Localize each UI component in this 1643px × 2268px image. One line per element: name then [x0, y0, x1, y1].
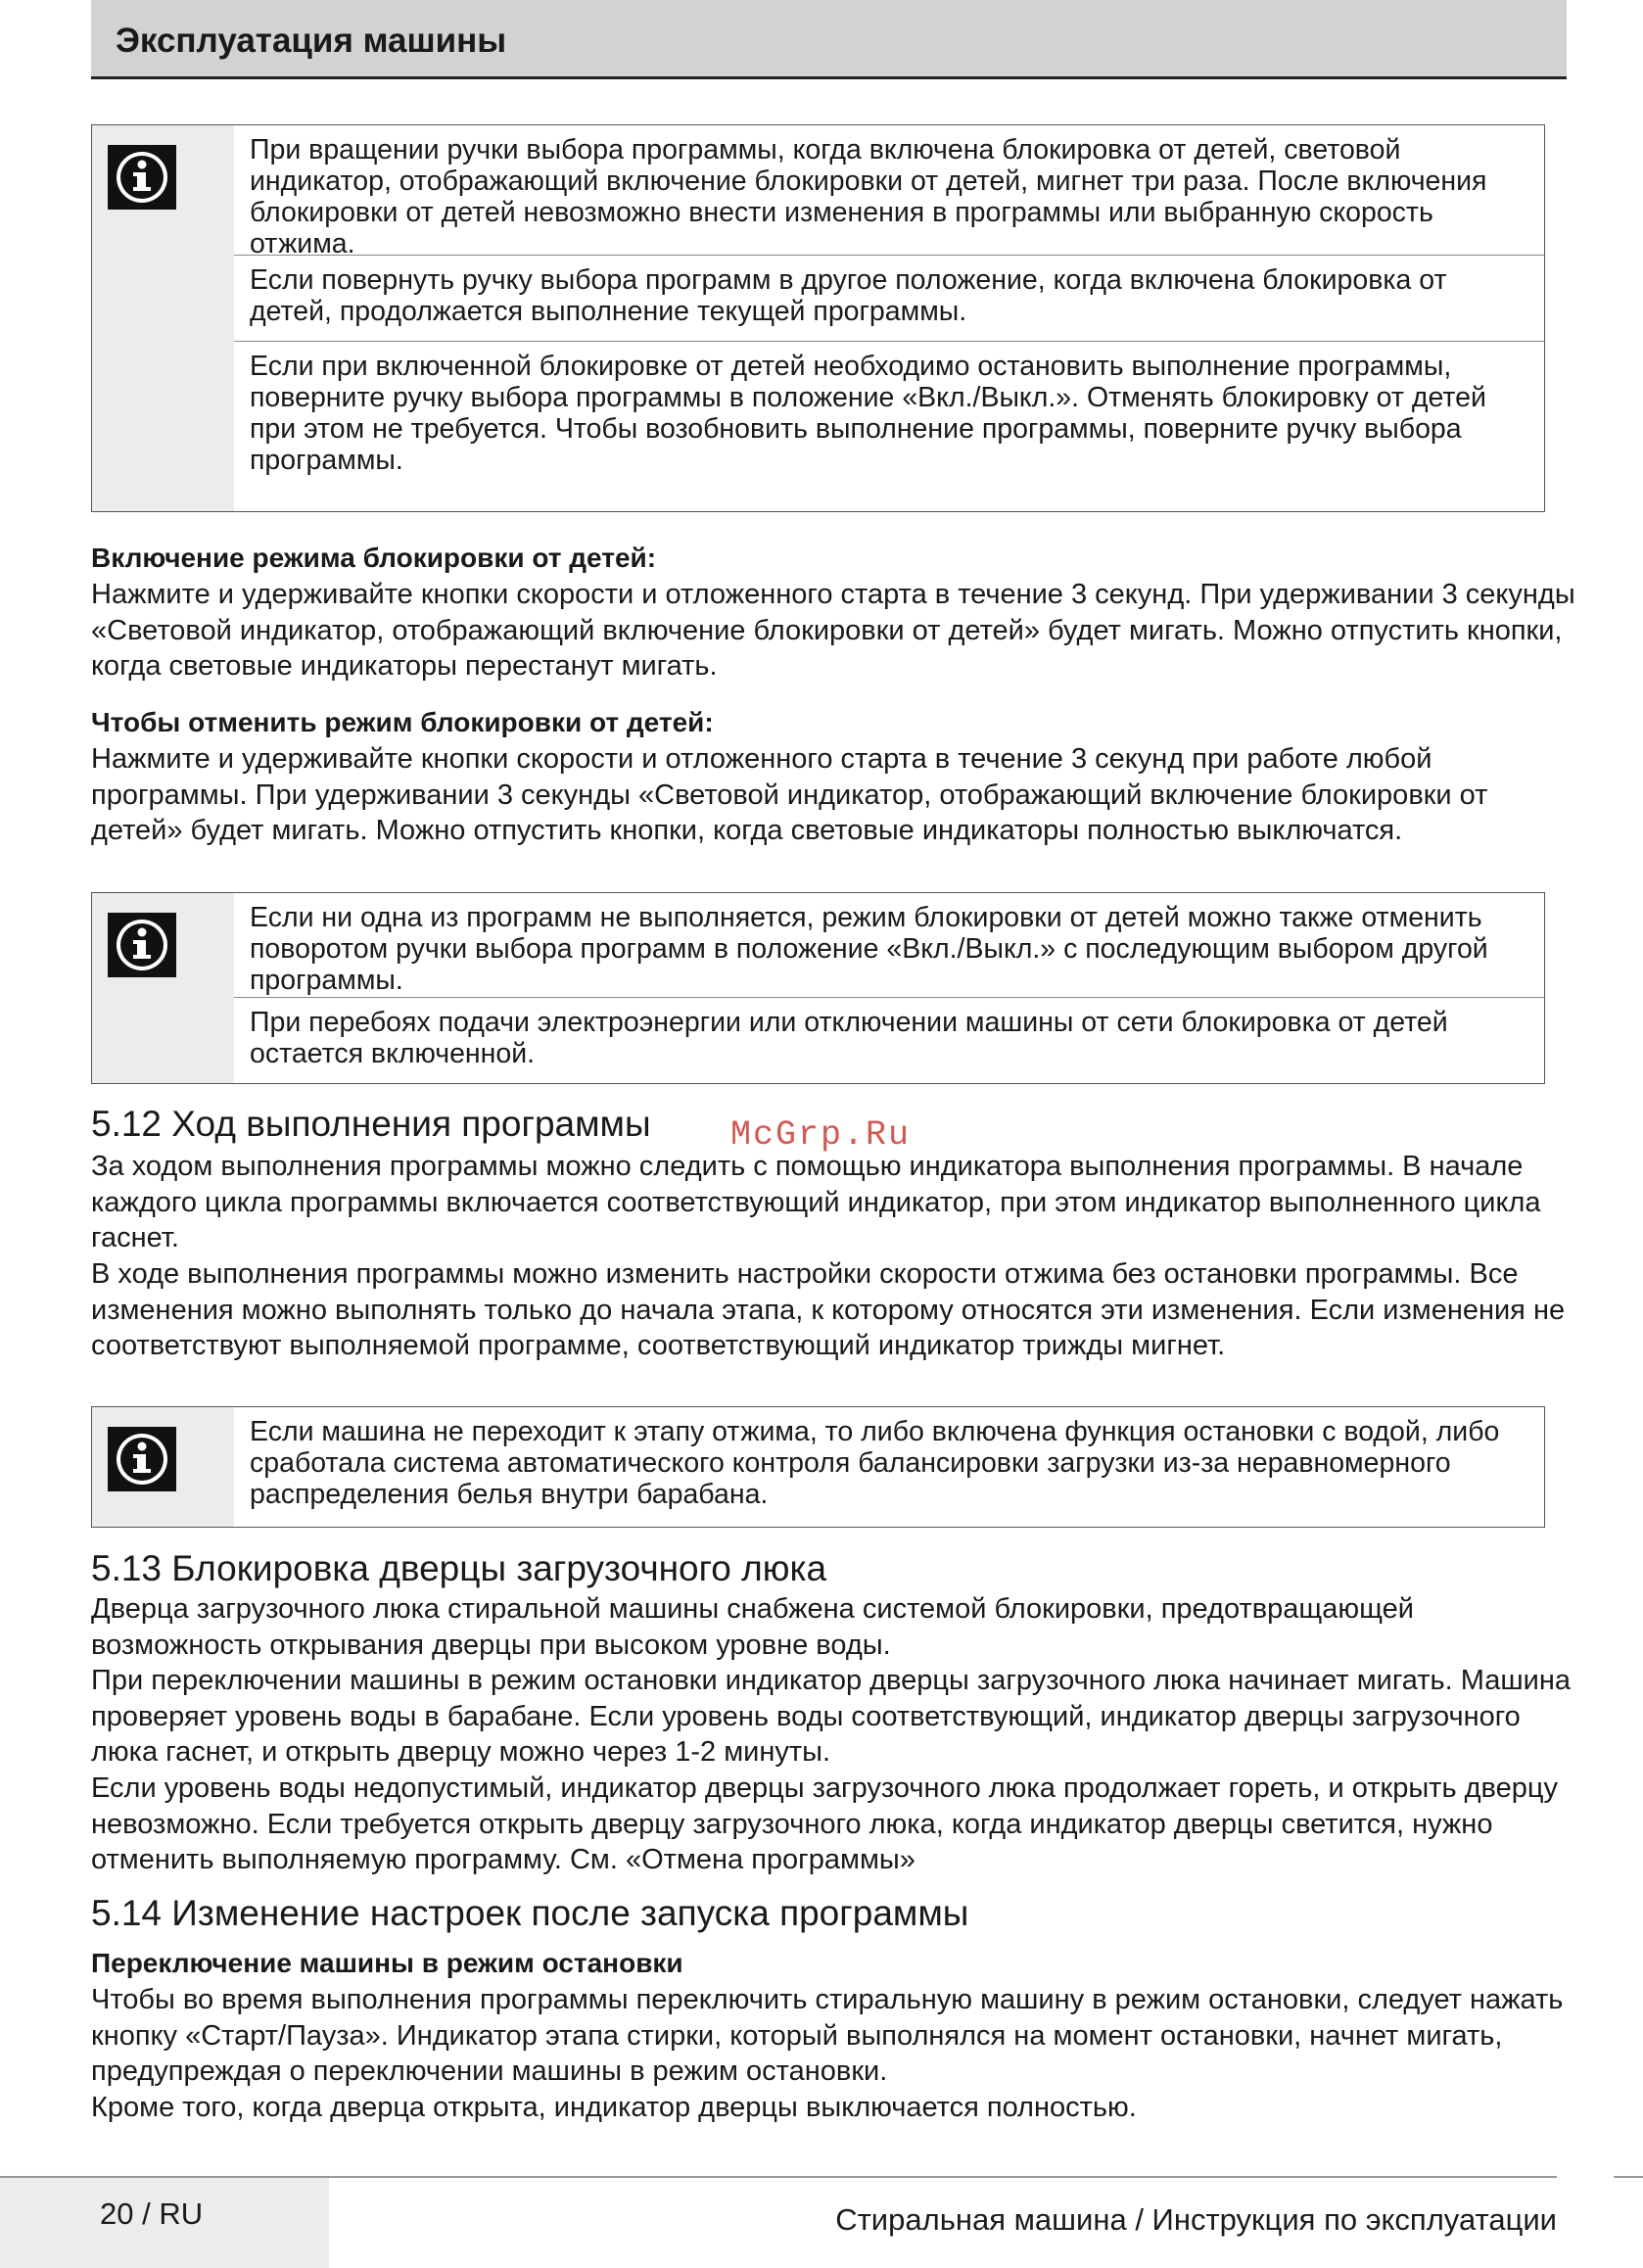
section-title: 5.13 Блокировка дверцы загрузочного люка: [91, 1548, 827, 1588]
info-note: [91, 892, 1545, 1084]
note-row: При вращении ручки выбора программы, когда включена блокировка от детей, световой индикатор, отображающий включение блокировки от детей, мигнет три раза. После включения блокировки от детей невозможно внести изменения в программы или выбранную скорость отжима.: [250, 134, 1487, 260]
note-rows: [234, 893, 1544, 1083]
document-title: Стиральная машина / Инструкция по эксплуатации: [835, 2202, 1557, 2237]
info-note: [91, 1406, 1545, 1528]
section-paragraph: В ходе выполнения программы можно изменить настройки скорости отжима без остановки программы. Все изменения можно выполнять только до начала этапа, к которому относятся эти изменения. Если изменения не соответствуют выполняемой программе, соответствующий индикатор трижды мигнет.: [91, 1258, 1566, 1361]
note-icon-column: [92, 1407, 234, 1527]
child-lock-off-text: Нажмите и удерживайте кнопки скорости и отложенного старта в течение 3 секунд при работе любой программы. При удерживании 3 секунды «Световой индикатор, отображающий включение блокировки от детей» будет мигать. Можно отпустить кнопки, когда световые индикаторы полностью выключатся.: [91, 743, 1488, 846]
section-paragraph: При переключении машины в режим остановки индикатор дверцы загрузочного люка начинает мигать. Машина проверяет уровень воды в барабане. Если уровень воды соответствующий, индикатор дверцы загрузочного люка гаснет, и открыть дверцу можно через 1-2 минуты.: [91, 1665, 1571, 1768]
footer-divider: [1614, 2176, 1643, 2178]
section-title: 5.12 Ход выполнения программы: [91, 1104, 651, 1144]
note-rows: [234, 1407, 1544, 1527]
info-note: [91, 124, 1545, 512]
note-icon-column: [92, 125, 234, 511]
page-header: [91, 0, 1567, 79]
child-lock-off-heading: Чтобы отменить режим блокировки от детей:: [91, 707, 714, 737]
note-row: Если при включенной блокировке от детей необходимо остановить выполнение программы, поверните ручку выбора программы в положение «Вкл./Выкл.». Отменять блокировку от детей при этом не требуется. Чтобы возобновить выполнение программы, поверните ручку выбора программы.: [234, 341, 1544, 486]
section-paragraph: Дверца загрузочного люка стиральной машины снабжена системой блокировки, предотвращающей возможность открывания дверцы при высоком уровне воды.: [91, 1593, 1414, 1661]
subheading: Переключение машины в режим остановки: [91, 1948, 683, 1978]
section-title: 5.14 Изменение настроек после запуска программы: [91, 1893, 969, 1933]
section-paragraph: Если уровень воды недопустимый, индикатор дверцы загрузочного люка продолжает гореть, и открыть дверцу невозможно. Если требуется открыть дверцу загрузочного люка, когда индикатор дверцы светится, нужно отменить выполняемую программу. См. «Отмена программы»: [91, 1772, 1559, 1875]
section-paragraph: Кроме того, когда дверца открыта, индикатор дверцы выключается полностью.: [91, 2092, 1137, 2123]
header-title: Эксплуатация машины: [116, 22, 507, 60]
note-row: Если повернуть ручку выбора программ в другое положение, когда включена блокировка от детей, продолжается выполнение текущей программы.: [234, 255, 1544, 341]
note-rows: [234, 125, 1544, 511]
note-icon-column: [92, 893, 234, 1083]
info-icon: [108, 145, 176, 210]
page-number: 20 / RU: [100, 2197, 204, 2231]
note-row: Если машина не переходит к этапу отжима, то либо включена функция остановки с водой, либо сработала система автоматического контроля балансировки загрузки из-за неравномерного распределения белья внутри барабана.: [250, 1416, 1500, 1510]
note-row: При перебоях подачи электроэнергии или отключении машины от сети блокировка от детей остается включенной.: [234, 997, 1544, 1079]
info-icon: [108, 1427, 176, 1491]
note-row: Если ни одна из программ не выполняется, режим блокировки от детей можно также отменить поворотом ручки выбора программ в положение «Вкл./Выкл.» с последующим выбором другой программы.: [250, 902, 1488, 996]
info-icon: [108, 913, 176, 977]
child-lock-on-text: Нажмите и удерживайте кнопки скорости и отложенного старта в течение 3 секунд. При удерживании 3 секунды «Световой индикатор, отображающий включение блокировки от детей» будет мигать. Можно отпустить кнопки, когда световые индикаторы перестанут мигать.: [91, 579, 1575, 682]
child-lock-on-heading: Включение режима блокировки от детей:: [91, 543, 657, 573]
section-paragraph: Чтобы во время выполнения программы переключить стиральную машину в режим остановки, следует нажать кнопку «Старт/Пауза». Индикатор этапа стирки, который выполнялся на момент остановки, начнет мигать, предупреждая о переключении машины в режим остановки.: [91, 1984, 1564, 2087]
watermark: McGrp.Ru: [730, 1115, 912, 1155]
section-paragraph: За ходом выполнения программы можно следить с помощью индикатора выполнения программы. В начале каждого цикла программы включается соответствующий индикатор, при этом индикатор выполненного цикла гаснет.: [91, 1151, 1541, 1253]
